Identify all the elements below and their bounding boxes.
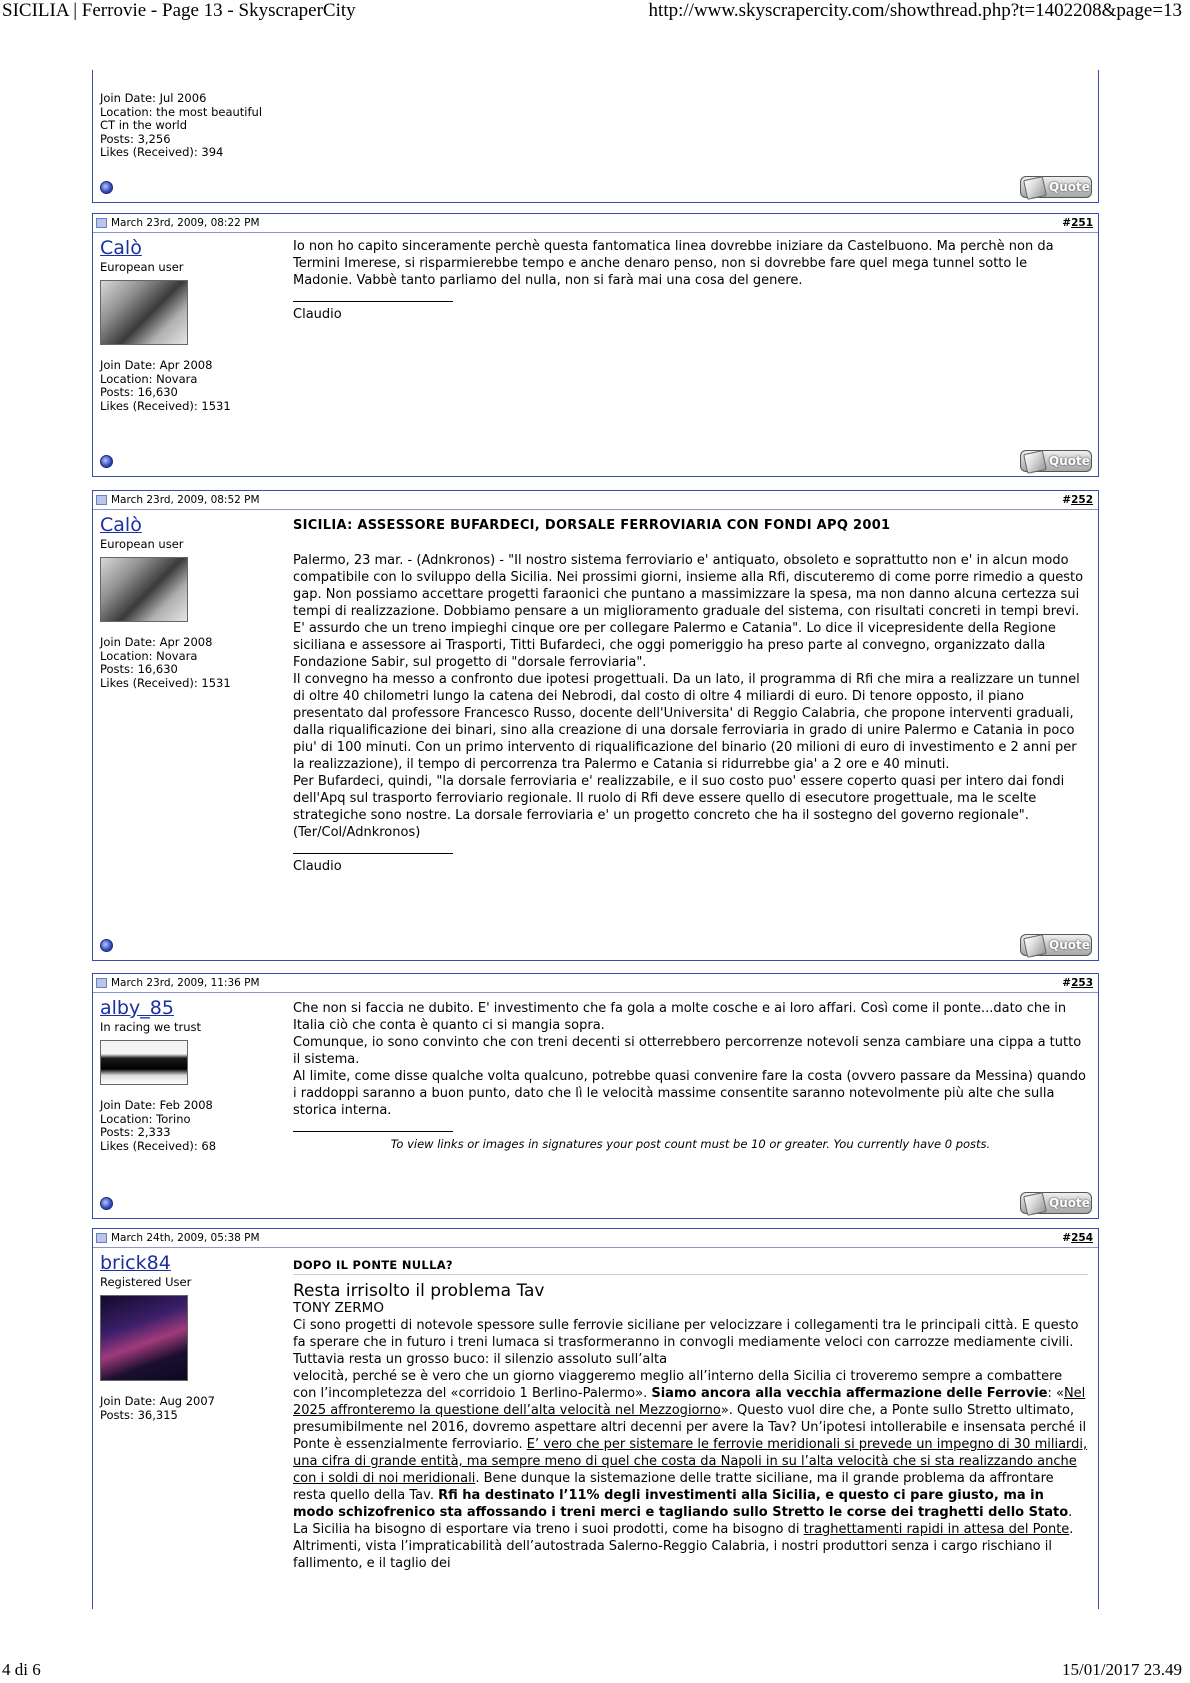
post-icon bbox=[96, 218, 107, 228]
post-header bbox=[93, 491, 1098, 510]
post-icon bbox=[96, 495, 107, 505]
post-number: #252 bbox=[1062, 494, 1093, 506]
quote-button[interactable]: Quote bbox=[1020, 1192, 1092, 1214]
print-page-url: http://www.skyscrapercity.com/showthread.php?t=1402208&page=13 bbox=[648, 0, 1182, 21]
signature-notice: To view links or images in signatures your post count must be 10 or greater. You currently have 0 posts. bbox=[390, 1137, 991, 1151]
user-stats bbox=[100, 636, 280, 690]
quote-icon bbox=[1023, 176, 1047, 200]
post-header bbox=[93, 974, 1098, 993]
article-author: TONY ZERMO bbox=[293, 1300, 384, 1316]
post-message bbox=[293, 517, 1088, 875]
join-date: Join Date: Aug 2007 bbox=[100, 1394, 215, 1408]
message-paragraph: Che non si faccia ne dubito. E' investimento che fa gola a molte cosche e ai loro affari. Così come il ponte...dato che in Italia ciò che conta è quanto ci si mangia sopra. bbox=[293, 1001, 1067, 1033]
user-title: European user bbox=[100, 537, 184, 551]
user-stats bbox=[100, 359, 280, 413]
print-page-title: SICILIA | Ferrovie - Page 13 - SkyscraperCity bbox=[2, 0, 356, 21]
likes-received: Likes (Received): 394 bbox=[100, 145, 224, 159]
post-count: Posts: 2,333 bbox=[100, 1125, 171, 1139]
avatar[interactable] bbox=[100, 1295, 188, 1381]
quote-icon bbox=[1023, 934, 1047, 958]
user-info bbox=[100, 513, 280, 690]
join-date: Join Date: Apr 2008 bbox=[100, 635, 213, 649]
avatar[interactable] bbox=[100, 280, 188, 345]
quote-icon bbox=[1023, 450, 1047, 474]
post-date: March 24th, 2009, 05:38 PM bbox=[111, 1232, 260, 1244]
post-date: March 23rd, 2009, 08:52 PM bbox=[111, 494, 260, 506]
quote-icon bbox=[1023, 1192, 1047, 1216]
location: Location: Novara bbox=[100, 371, 198, 386]
username-link[interactable]: alby_85 bbox=[100, 997, 174, 1019]
location: Location: the most beautiful bbox=[100, 104, 263, 119]
post-footer bbox=[93, 448, 1098, 476]
online-status-icon bbox=[100, 1197, 113, 1210]
location-cont: CT in the world bbox=[100, 118, 188, 132]
likes-received: Likes (Received): 68 bbox=[100, 1138, 217, 1153]
post-date: March 23rd, 2009, 08:22 PM bbox=[111, 217, 260, 229]
online-status-icon bbox=[100, 455, 113, 468]
username-link[interactable]: Calò bbox=[100, 514, 142, 536]
join-date: Join Date: Apr 2008 bbox=[100, 358, 213, 372]
post-permalink[interactable]: 253 bbox=[1071, 977, 1093, 989]
print-footer bbox=[0, 1660, 1190, 1682]
article-kicker: DOPO IL PONTE NULLA? bbox=[293, 1258, 453, 1272]
quote-button[interactable]: Quote bbox=[1020, 176, 1092, 198]
message-text: Io non ho capito sinceramente perchè questa fantomatica linea dovrebbe iniziare da Castelbuono. Ma perchè non da Termini Imerese, si risparmierebbe tempo e anche denaro penso, non si dovrebbe fare quel mega tunnel sotto le Madonie. Vabbè tanto parliamo del nulla, non si farà mai una cosa del genere. bbox=[293, 239, 1054, 288]
post-permalink[interactable]: 254 bbox=[1071, 1232, 1093, 1244]
signature-divider bbox=[293, 853, 453, 854]
signature: Claudio bbox=[293, 859, 342, 874]
post-254 bbox=[92, 1228, 1099, 1609]
message-paragraph: Il convegno ha messo a confronto due ipotesi progettuali. Da un lato, il programma di Rfi che mira a realizzare un tunnel di oltre 40 chilometri lungo la catena dei Nebrodi, dal costo di oltre 4 miliardi di euro. Di tenore opposto, il piano presentato dal professore Francesco Russo, docente dell'Universita' di Reggio Calabria, che propone interventi graduali, dalla riqualificazione dei binari, sino alla creazione di una dorsale ferroviaria in grado di unire Palermo e Catania in poco piu' di 100 minuti. Con un primo intervento di riqualificazione del binario (20 milioni di euro di investimento e 2 anni per la realizzazione), il tempo di percorrenza tra Palermo e Catania si ridurrebbe gia' a 2 ore e 40 minuti. bbox=[293, 672, 1080, 772]
post-icon bbox=[96, 1233, 107, 1243]
message-paragraph: (Ter/Col/Adnkronos) bbox=[293, 825, 421, 840]
post-partial bbox=[92, 70, 1099, 203]
user-info bbox=[100, 996, 280, 1153]
print-page-number: 4 di 6 bbox=[2, 1660, 41, 1679]
post-permalink[interactable]: 252 bbox=[1071, 494, 1093, 506]
post-count: Posts: 3,256 bbox=[100, 131, 171, 146]
avatar[interactable] bbox=[100, 557, 188, 622]
user-stats bbox=[100, 1395, 280, 1422]
quote-button[interactable]: Quote bbox=[1020, 450, 1092, 472]
user-title: In racing we trust bbox=[100, 1020, 202, 1034]
message-paragraph: Ci sono progetti di notevole spessore sulle ferrovie siciliane per velocizzare i collegamenti tra le principali città. E questo fa sperare che in futuro i treni lumaca si trasformeranno in convogli mediamente veloci con carrozze mediamente civili. Tuttavia resta un grosso buco: il silenzio assoluto sull’alta velocità, perché se è vero che un giorno viaggeremo meglio all’interno della Sicilia ci troveremo sempre a combattere con l’incompletezza del «corridoio 1 Berlino-Palermo». Siamo ancora alla vecchia affermazione delle Ferrovie: «Nel 2025 affronteremo la questione dell’alta velocità nel Mezzogiorno». Questo vuol dire che, a Ponte sullo Stretto ultimato, presumibilmente nel 2016, dovremo aspettare altri decenni per avere la Tav? Un’ipotesi intollerabile e insensata perché il Ponte è essenzialmente ferroviario. E’ vero che per sistemare le ferrovie meridionali si prevede un impegno di 30 miliardi, una cifra di grande entità, ma sempre meno di quel che costa da Napoli in su l’alta velocità che si sta realizzando anche con i soldi di noi meridionali. Bene dunque la sistemazione delle tratte siciliane, ma il grande problema da affrontare resta quello della Tav. Rfi ha destinato l’11% degli investimenti alla Sicilia, e questo ci pare giusto, ma in modo schizofrenico sta affossando i treni merci e tagliando sullo Stretto le corse dei traghetti dello Stato. La Sicilia ha bisogno di esportare via treno i suoi prodotti, come ha bisogno di traghettamenti rapidi in attesa del Ponte. Altrimenti, vista l’impraticabilità dell’autostrada Salerno-Reggio Calabria, i nostri produttori senza i cargo rischiano il fallimento, e il taglio dei bbox=[293, 1318, 1088, 1571]
post-251 bbox=[92, 213, 1099, 477]
location: Location: Novara bbox=[100, 648, 198, 663]
avatar[interactable] bbox=[100, 1040, 188, 1085]
article-headline: Resta irrisolto il problema Tav bbox=[293, 1274, 1088, 1300]
online-status-icon bbox=[100, 181, 113, 194]
message-paragraph: Palermo, 23 mar. - (Adnkronos) - "Il nostro sistema ferroviario e' antiquato, obsoleto e soprattutto non e' in alcun modo compatibile con lo sviluppo della Sicilia. Nei prossimi giorni, insieme alla Rfi, discuteremo di come porre rimedio a questo gap. Non possiamo accettare progetti faraonici che puntano a massimizzare la spesa, ma non danno alcuna certezza sui tempi di realizzazione. Dobbiamo pensare a un miglioramento graduale del sistema, con risultati concreti in tempi brevi. E' assurdo che un treno impieghi cinque ore per collegare Palermo e Catania". Lo dice il vicepresidente della Regione siciliana e assessore ai Trasporti, Titti Bufardeci, che oggi pomeriggio ha preso parte al convegno, organizzato dalla Fondazione Sabir, sul progetto di "dorsale ferroviaria". bbox=[293, 553, 1084, 670]
article-title: SICILIA: ASSESSORE BUFARDECI, DORSALE FERROVIARIA CON FONDI APQ 2001 bbox=[293, 518, 891, 533]
username-link[interactable]: Calò bbox=[100, 237, 142, 259]
post-footer bbox=[93, 174, 1098, 202]
post-message bbox=[293, 1000, 1088, 1153]
signature: Claudio bbox=[293, 307, 342, 322]
post-header bbox=[93, 1229, 1098, 1248]
location: Location: Torino bbox=[100, 1111, 191, 1126]
post-date: March 23rd, 2009, 11:36 PM bbox=[111, 977, 260, 989]
post-number: #254 bbox=[1062, 1232, 1093, 1244]
user-info bbox=[100, 1251, 280, 1422]
user-stats bbox=[100, 92, 280, 160]
post-message bbox=[293, 1257, 1088, 1572]
user-title: Registered User bbox=[100, 1275, 192, 1289]
likes-received: Likes (Received): 1531 bbox=[100, 675, 231, 690]
signature-divider bbox=[293, 1131, 453, 1132]
post-number: #253 bbox=[1062, 977, 1093, 989]
join-date: Join Date: Jul 2006 bbox=[100, 91, 207, 105]
user-info bbox=[100, 236, 280, 413]
print-datetime: 15/01/2017 23.49 bbox=[1062, 1660, 1182, 1679]
post-count: Posts: 16,630 bbox=[100, 662, 178, 676]
post-message bbox=[293, 238, 1088, 323]
user-stats bbox=[100, 1099, 280, 1153]
post-253 bbox=[92, 973, 1099, 1219]
post-252 bbox=[92, 490, 1099, 961]
post-number: #251 bbox=[1062, 217, 1093, 229]
message-paragraph: Per Bufardeci, quindi, "la dorsale ferroviaria e' realizzabile, e il suo costo puo' essere coperto quasi per intero dai fondi dell'Apq sul trasporto ferroviario regionale. Il ruolo di Rfi deve essere quello di esecutore progettuale, ma le scelte strategiche sono nostre. La dorsale ferroviaria e' un progetto concreto che ha il sostegno del governo regionale". bbox=[293, 774, 1065, 823]
message-paragraph: Comunque, io sono convinto che con treni decenti si otterrebbero percorrenze notevoli senza cambiare una cippa a tutto il sistema. bbox=[293, 1035, 1082, 1067]
online-status-icon bbox=[100, 939, 113, 952]
likes-received: Likes (Received): 1531 bbox=[100, 398, 231, 413]
join-date: Join Date: Feb 2008 bbox=[100, 1098, 213, 1112]
post-icon bbox=[96, 978, 107, 988]
post-count: Posts: 16,630 bbox=[100, 385, 178, 399]
article-link[interactable]: traghettamenti rapidi in attesa del Ponte bbox=[803, 1522, 1070, 1537]
post-header bbox=[93, 214, 1098, 233]
user-info bbox=[100, 92, 280, 160]
article-link[interactable]: E’ vero che per sistemare le ferrovie meridionali si prevede un impegno di 30 miliardi, una cifra di grande entità, ma sempre meno di quel che costa da Napoli in su l’alta velocità che si sta realizzando anche con i soldi di noi meridionali bbox=[293, 1437, 1088, 1486]
message-paragraph: Al limite, come disse qualche volta qualcuno, potrebbe quasi convenire fare la costa (ovvero passare da Messina) quando i raddoppi saranno a buon punto, dato che lì le velocità massime consentite saranno notevolmente più alte che sulla storica interna. bbox=[293, 1069, 1086, 1118]
post-footer bbox=[93, 932, 1098, 960]
post-footer bbox=[93, 1190, 1098, 1218]
signature-divider bbox=[293, 301, 453, 302]
username-link[interactable]: brick84 bbox=[100, 1252, 171, 1274]
article-link[interactable]: Nel 2025 affronteremo la questione dell’alta velocità nel Mezzogiorno bbox=[293, 1386, 1086, 1418]
quote-button[interactable]: Quote bbox=[1020, 934, 1092, 956]
print-header bbox=[0, 0, 1190, 24]
post-permalink[interactable]: 251 bbox=[1071, 217, 1093, 229]
post-count: Posts: 36,315 bbox=[100, 1407, 178, 1422]
user-title: European user bbox=[100, 260, 184, 274]
